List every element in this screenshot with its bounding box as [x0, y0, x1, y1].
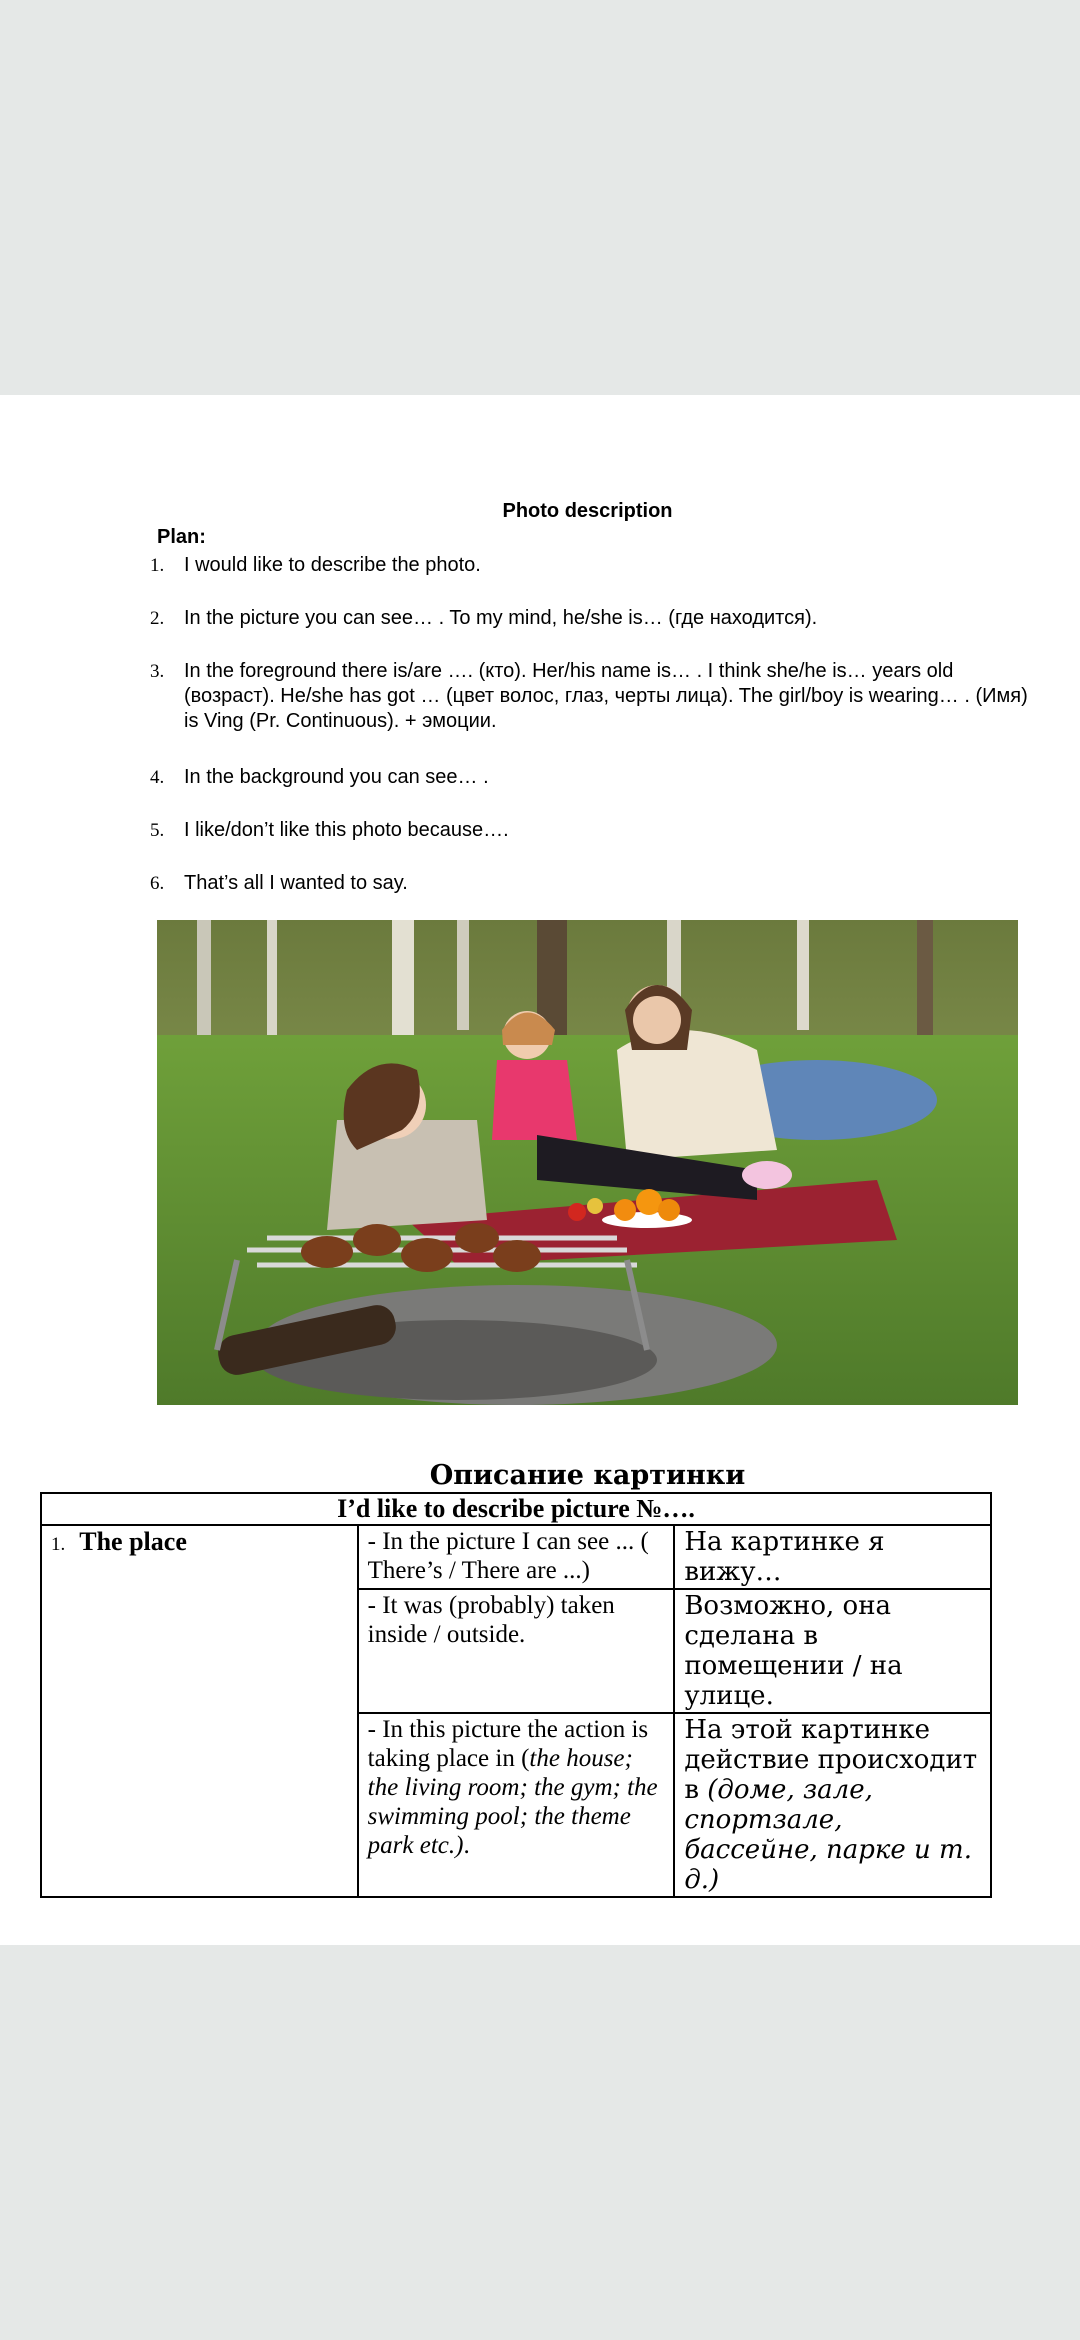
plan-item: [150, 765, 1030, 790]
table-title: Описание картинки: [429, 1460, 746, 1491]
plan-item-number: 5.: [150, 820, 165, 841]
english-phrase-cell: - In the picture I can see ... ( There’s / There are ...): [358, 1525, 675, 1589]
phrase-italic: (доме, зале, спортзале, бассейне, парке и т. д.): [684, 1775, 972, 1895]
plan-item-text: In the foreground there is/are …. (кто). Her/his name is… . I think she/he is… years old (возраст). He/she has got … (цвет волос, глаз, черты лица). The girl/boy is wearing… . (Имя) is Ving (Pr. Continuous). + эмоции.: [184, 660, 1028, 732]
phrase-italic: the house; the living room; the gym; the swimming pool; the theme park etc.): [367, 1745, 658, 1859]
plan-item-number: 1.: [150, 555, 165, 576]
plan-item-number: 2.: [150, 608, 165, 629]
plan-item: [150, 553, 1030, 578]
russian-phrase-cell: Возможно, она сделана в помещении / на улице.: [674, 1589, 991, 1713]
photo-description-title: Photo description: [502, 500, 673, 522]
english-phrase-cell: [358, 1713, 675, 1897]
document-page: [0, 395, 1080, 1945]
picnic-photo: [157, 920, 1018, 1405]
plan-item: [150, 871, 1030, 896]
phrase-text: .: [463, 1832, 470, 1859]
plan-label: Plan:: [157, 526, 206, 548]
place-label: The place: [79, 1527, 187, 1556]
plan-item-number: 6.: [150, 873, 165, 894]
plan-item: [150, 606, 1030, 631]
place-cell: [41, 1525, 358, 1897]
phrase-text: На этой картинке действие происходит в: [684, 1715, 978, 1805]
plan-item-number: 4.: [150, 767, 165, 788]
english-phrase-cell: - It was (probably) taken inside / outside.: [358, 1589, 675, 1713]
plan-item: [150, 818, 1030, 843]
phrase-text: - In this picture the action is taking place in (: [367, 1716, 649, 1772]
russian-phrase-cell: На картинке я вижу…: [674, 1525, 991, 1589]
plan-item-text: In the picture you can see… . To my mind, he/she is… (где находится).: [184, 607, 818, 629]
plan-item-text: I like/don’t like this photo because….: [184, 819, 509, 841]
plan-item-text: That’s all I wanted to say.: [184, 872, 408, 894]
plan-item-text: I would like to describe the photo.: [184, 554, 481, 576]
table-header: I’d like to describe picture №….: [41, 1493, 991, 1525]
plan-item-text: In the background you can see… .: [184, 766, 489, 788]
russian-phrase-cell: [674, 1713, 991, 1897]
description-table: [40, 1492, 992, 1898]
plan-item-number: 3.: [150, 661, 165, 682]
place-number: 1.: [51, 1534, 66, 1555]
plan-item: [150, 659, 1030, 734]
